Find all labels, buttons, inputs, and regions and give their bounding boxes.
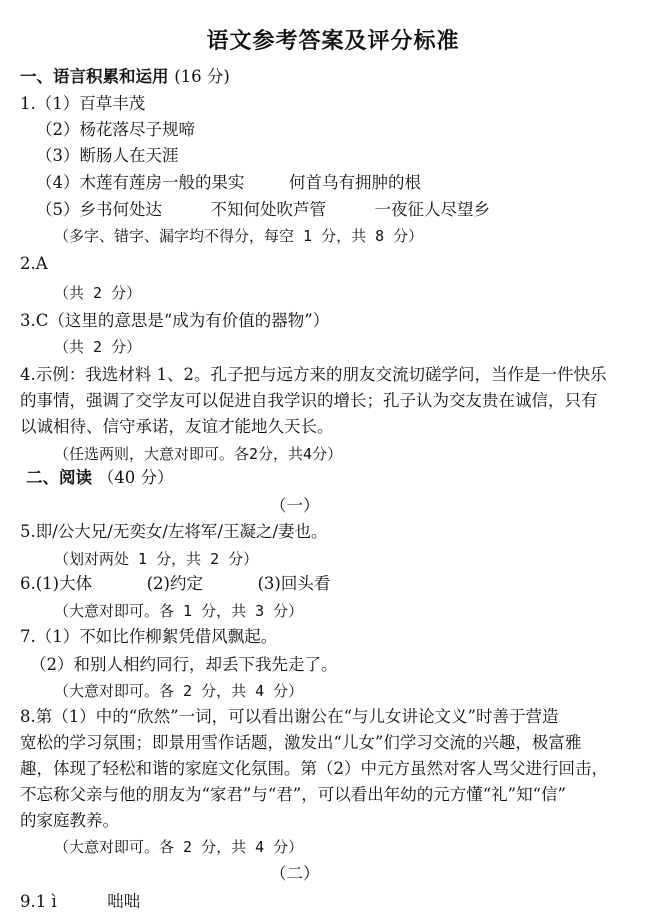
- q8-line-2: 宽松的学习氛围；即景用雪作话题，激发出“儿女”们学习交流的兴趣，极富雅: [20, 733, 582, 752]
- q6-answers: [20, 573, 330, 595]
- section-points: （40 分）: [97, 468, 174, 487]
- q9-answer-1: 9.1 ì: [20, 892, 57, 911]
- q1-part1: 1.（1）百草丰茂: [20, 94, 146, 113]
- section-heading-text: 二、阅读: [26, 468, 92, 487]
- q1-part4-b: 何首乌有拥肿的根: [289, 173, 421, 192]
- q7-part2: （2）和别人相约同行，却丢下我先走了。: [30, 655, 338, 674]
- q1-part3: （3）断肠人在天涯: [36, 146, 179, 165]
- q6-answer-3: (3)回头看: [257, 574, 331, 593]
- q2-scoring-note: （共 2 分）: [54, 284, 142, 302]
- q8-line-1: 8.第（1）中的“欣然”一词，可以看出谢公在“与儿女讲论文义”时善于营造: [20, 707, 559, 726]
- section-heading-text: 一、语言积累和运用: [20, 67, 169, 86]
- q1-part5: [36, 199, 490, 221]
- section-heading-reading: [26, 467, 174, 489]
- q1-part5-c: 一夜征人尽望乡: [374, 200, 490, 219]
- q1-part5-a: （5）乡书何处达: [36, 200, 162, 219]
- q8-line-5: 的家庭教养。: [20, 811, 119, 830]
- q8-line-4: 不忘称父亲与他的朋友为“家君”与“君”，可以看出年幼的元方懂“礼”知“信”: [20, 785, 566, 804]
- q3-answer: 3.C（这里的意思是“成为有价值的器物”）: [20, 311, 330, 330]
- q4-line-2: 的事情，强调了交学友可以促进自我学识的增长；孔子认为交友贵在诚信，只有: [20, 391, 598, 410]
- q7-part1: 7.（1）不如比作柳絮凭借风飘起。: [20, 627, 278, 646]
- q4-line-1: 4.示例：我选材料 1、2。孔子把与远方来的朋友交流切磋学问，当作是一件快乐: [20, 365, 607, 384]
- page-title: 语文参考答案及评分标准: [206, 29, 460, 54]
- q1-part4-a: （4）木莲有莲房一般的果实: [36, 173, 245, 192]
- q5-scoring-note: （划对两处 1 分，共 2 分）: [54, 550, 259, 568]
- q9-answers: [20, 891, 140, 913]
- q9-answer-2: 咄咄: [107, 892, 141, 911]
- q2-answer: 2.A: [20, 254, 48, 273]
- q6-answer-1: 6.(1)大体: [20, 574, 93, 593]
- part-two-heading: （二）: [270, 864, 320, 883]
- q8-scoring-note: （大意对即可。各 2 分，共 4 分）: [54, 838, 304, 856]
- q1-part4: [36, 172, 421, 194]
- q1-part5-b: 不知何处吹芦管: [210, 200, 326, 219]
- part-one-heading: （一）: [270, 496, 320, 515]
- section-heading-language: [20, 66, 230, 88]
- q8-line-3: 趣，体现了轻松和谐的家庭文化氛围。第（2）中元方虽然对客人骂父进行回击，: [20, 759, 608, 778]
- q4-line-3: 以诚相待、信守承诺，友谊才能地久天长。: [20, 417, 334, 436]
- q4-scoring-note: （任选两则，大意对即可。各2分，共4分）: [54, 445, 343, 463]
- q6-answer-2: (2)约定: [146, 574, 203, 593]
- q1-scoring-note: （多字、错字、漏字均不得分，每空 1 分，共 8 分）: [54, 227, 424, 245]
- q7-scoring-note: （大意对即可。各 2 分，共 4 分）: [54, 682, 304, 700]
- q5-answer: 5.即/公大兄/无奕女/左将军/王凝之/妻也。: [20, 522, 328, 541]
- q6-scoring-note: （大意对即可。各 1 分，共 3 分）: [54, 602, 304, 620]
- section-points: (16 分): [174, 67, 230, 86]
- q1-part2: （2）杨花落尽子规啼: [36, 120, 195, 139]
- q3-scoring-note: （共 2 分）: [54, 338, 142, 356]
